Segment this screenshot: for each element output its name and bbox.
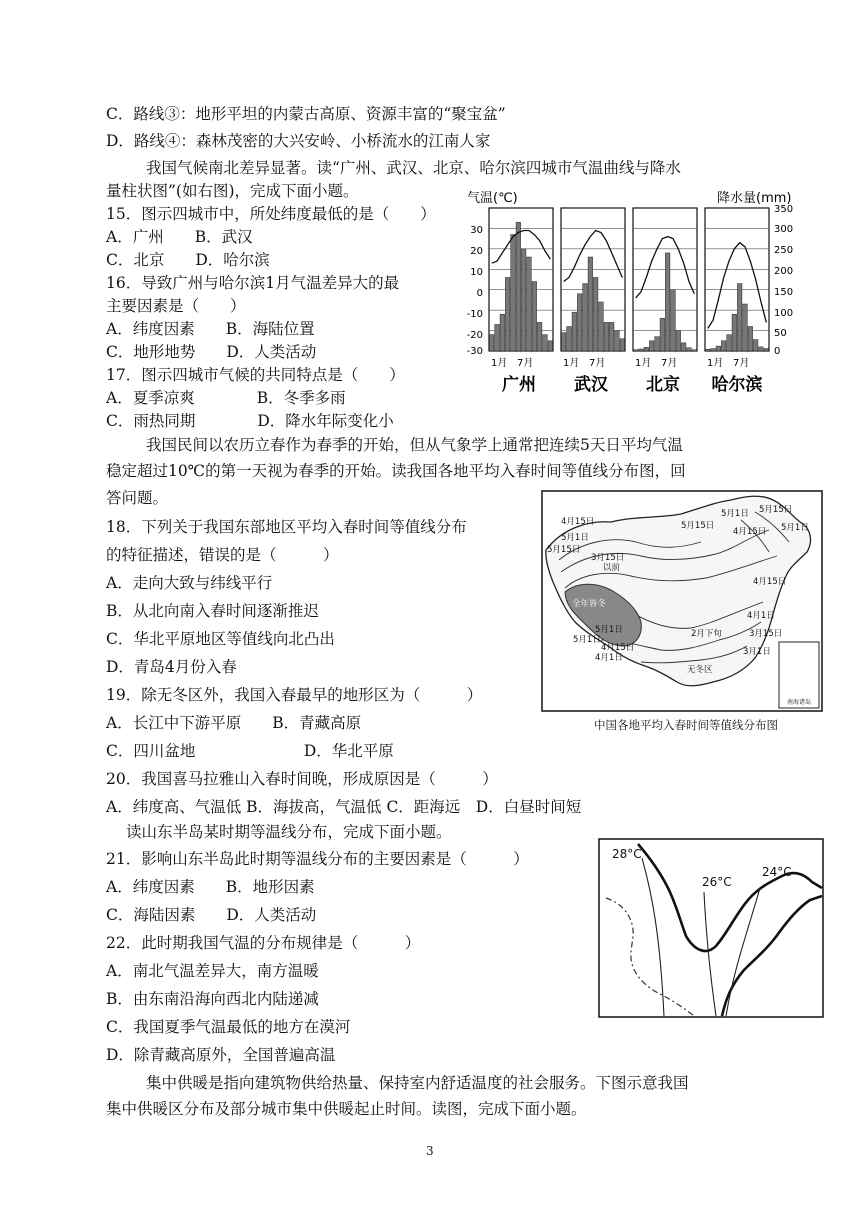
text-line: 的特征描述，错误的是（ ）: [106, 546, 339, 564]
precip-axis-label: 降水量(mm): [717, 191, 792, 206]
option-line: A．长江中下游平原 B．青藏高原: [106, 714, 362, 732]
question-15: 15．图示四城市中，所处纬度最低的是（ ）: [106, 205, 436, 223]
precip-bar: [537, 322, 542, 351]
option-line: C．我国夏季气温最低的地方在漠河: [106, 1018, 351, 1036]
precip-bar: [649, 341, 654, 351]
right-tick: 200: [774, 266, 794, 277]
isotherm-label: 28°C: [612, 847, 642, 861]
precip-bar: [748, 326, 753, 351]
precip-bar: [655, 337, 660, 351]
text-line: 我国气候南北差异显著。读“广州、武汉、北京、哈尔滨四城市气温曲线与降水: [146, 159, 681, 177]
option-line: D．青岛4月份入春: [106, 658, 237, 676]
map-label: 4月15日: [733, 527, 767, 537]
city-label: 哈尔滨: [711, 375, 763, 395]
option-line: B．从北向南入春时间逐渐推迟: [106, 602, 319, 620]
x-tick-jan: 1月: [491, 358, 508, 369]
x-tick-jan: 1月: [563, 358, 580, 369]
map-label: 以前: [603, 563, 621, 573]
precip-bar: [548, 341, 553, 351]
precip-bar: [511, 235, 516, 351]
precip-bar: [593, 277, 598, 351]
right-tick: 0: [774, 346, 781, 357]
precip-bar: [543, 335, 548, 351]
precip-bar: [753, 340, 758, 351]
option-line: C．华北平原地区等值线向北凸出: [106, 630, 335, 648]
right-tick: 100: [774, 308, 794, 319]
left-tick-labels: [467, 225, 483, 357]
option-line: C．海陆因素 D．人类活动: [106, 906, 317, 924]
precip-bar: [687, 348, 692, 351]
map-label: 3月15日: [749, 629, 783, 639]
city-label: 武汉: [574, 375, 608, 395]
precip-bar: [516, 222, 521, 351]
map-label: 4月1日: [747, 611, 775, 621]
precip-bar: [644, 347, 649, 351]
text-line: 答问题。: [106, 489, 169, 507]
spring-onset-map: [541, 490, 823, 712]
text-line: 集中供暖是指向建筑物供给热量、保持室内舒适温度的社会服务。下图示意我国: [146, 1074, 689, 1092]
map-label: 5月1日: [595, 625, 623, 635]
option-line: A．纬度因素 B．地形因素: [106, 878, 315, 896]
map-label: 5月1日: [781, 523, 809, 533]
precip-bar: [495, 324, 500, 351]
x-tick-jul: 7月: [589, 358, 606, 369]
left-tick: 30: [470, 225, 483, 236]
map-label: 全年皆冬: [572, 599, 607, 609]
question-16: 16．导致广州与哈尔滨1月气温差异大的最: [106, 274, 400, 292]
x-tick-jan: 1月: [707, 358, 724, 369]
right-tick: 300: [774, 224, 794, 235]
precip-bar: [588, 257, 593, 351]
precip-bar: [721, 341, 726, 351]
map-label: 5月15日: [547, 545, 581, 555]
precip-bar: [583, 284, 588, 351]
x-tick-jul: 7月: [517, 358, 534, 369]
precip-bar: [676, 331, 681, 351]
precip-bar: [609, 322, 614, 351]
city-panel-frame: [633, 208, 697, 351]
precip-bar: [615, 331, 620, 351]
precip-bar: [660, 318, 665, 351]
city-label: 北京: [646, 375, 680, 395]
option-line: A．走向大致与纬线平行: [106, 574, 273, 592]
question-17: 17．图示四城市气候的共同特点是（ ）: [106, 366, 405, 384]
city-label: 广州: [502, 375, 536, 395]
precip-bar: [572, 312, 577, 351]
precip-bar: [737, 284, 742, 351]
right-tick: 50: [774, 328, 787, 339]
left-tick: -10: [466, 309, 483, 320]
page-number: 3: [426, 1144, 434, 1158]
precip-bar: [716, 346, 721, 351]
precip-bar: [764, 349, 769, 351]
precip-bar: [665, 253, 670, 351]
text-line: 我国民间以农历立春作为春季的开始，但从气象学上通常把连续5天日平均气温: [146, 436, 683, 454]
x-tick-jan: 1月: [635, 358, 652, 369]
map-label: 5月15日: [759, 505, 793, 515]
x-tick-jul: 7月: [661, 358, 678, 369]
option-line: B．由东南沿海向西北内陆递减: [106, 990, 319, 1008]
spring-map-caption: 中国各地平均入春时间等值线分布图: [594, 718, 778, 732]
map-label: 3月15日: [591, 553, 625, 563]
map-label: 5月1日: [721, 509, 749, 519]
right-tick: 250: [774, 245, 794, 256]
text-line: 读山东半岛某时期等温线分布，完成下面小题。: [126, 823, 452, 841]
precip-bar: [727, 335, 732, 351]
option-line: A．纬度高、气温低 B．海拔高，气温低 C．距海远 D．白昼时间短: [106, 798, 582, 816]
precip-bar: [620, 339, 625, 351]
option-line: A．广州 B．武汉: [106, 228, 253, 246]
city-labels: [502, 374, 763, 395]
option-line: C．地形地势 D．人类活动: [106, 343, 317, 361]
isotherm-label: 24°C: [762, 865, 792, 879]
precip-bar: [577, 294, 582, 351]
left-tick: 20: [470, 246, 483, 257]
left-tick: 0: [476, 288, 483, 299]
precip-bar: [567, 326, 572, 351]
map-label: 5月1日: [561, 533, 589, 543]
question-22: 22．此时期我国气温的分布规律是（ ）: [106, 934, 421, 952]
right-tick: 150: [774, 287, 794, 298]
right-tick: 350: [774, 204, 794, 215]
precip-bar: [561, 333, 566, 351]
precip-bar: [532, 282, 537, 351]
option-line: C．北京 D．哈尔滨: [106, 251, 270, 269]
precip-bar: [599, 302, 604, 351]
text-line: D．路线④：森林茂密的大兴安岭、小桥流水的江南人家: [106, 132, 491, 150]
map-label: 南海诸岛: [787, 699, 812, 706]
precip-bar: [527, 257, 532, 351]
option-line: A．夏季凉爽 B．冬季多雨: [106, 389, 346, 407]
city-panels: [489, 208, 769, 351]
precip-bar: [633, 350, 638, 351]
precip-bar: [711, 349, 716, 351]
text-line: 稳定超过10℃的第一天视为春季的开始。读我国各地平均入春时间等值线分布图，回: [106, 462, 686, 480]
map-label: 5月1日: [573, 635, 601, 645]
precip-bar: [692, 350, 697, 351]
map-label: 4月15日: [753, 577, 787, 587]
map-label: 4月15日: [561, 517, 595, 527]
precip-bar: [505, 277, 510, 351]
left-tick: -20: [466, 330, 483, 341]
map-label: 3月1日: [743, 647, 771, 657]
temp-axis-label: 气温(℃): [467, 191, 518, 206]
precip-bar: [743, 304, 748, 351]
map-label: 4月1日: [595, 653, 623, 663]
map-label: 4月15日: [601, 643, 635, 653]
x-tick-labels: [491, 357, 749, 369]
x-tick-jul: 7月: [733, 358, 750, 369]
precip-bar: [521, 249, 526, 351]
map-label: 无冬区: [687, 665, 713, 675]
left-tick: -30: [466, 346, 483, 357]
precip-bar: [759, 347, 764, 351]
option-line: A．纬度因素 B．海陆位置: [106, 320, 315, 338]
precip-bar: [681, 343, 686, 351]
precip-bar: [500, 314, 505, 351]
climate-chart-figure: [455, 186, 810, 398]
precip-bar: [671, 290, 676, 351]
option-line: C．雨热同期 D．降水年际变化小: [106, 412, 394, 430]
precip-bar: [639, 349, 644, 351]
question-21: 21．影响山东半岛此时期等温线分布的主要因素是（ ）: [106, 850, 529, 868]
text-line: 量柱状图”(如右图)，完成下面小题。: [106, 182, 359, 200]
option-line: A．南北气温差异大，南方温暖: [106, 962, 319, 980]
isotherm-map: [598, 838, 824, 1018]
question-19: 19．除无冬区外，我国入春最早的地形区为（ ）: [106, 686, 483, 704]
option-line: C．四川盆地 D．华北平原: [106, 742, 394, 760]
question-20: 20．我国喜马拉雅山入春时间晚，形成原因是（ ）: [106, 770, 498, 788]
precip-bar: [732, 314, 737, 351]
right-tick-labels: [774, 204, 793, 357]
left-tick: 10: [470, 267, 483, 278]
option-line: D．除青藏高原外，全国普遍高温: [106, 1046, 336, 1064]
precip-bar: [705, 349, 710, 351]
text-line: C．路线③：地形平坦的内蒙古高原、资源丰富的“聚宝盆”: [106, 105, 506, 123]
map-label: 5月15日: [681, 521, 715, 531]
question-18: 18．下列关于我国东部地区平均入春时间等值线分布: [106, 518, 467, 536]
text-line: 集中供暖区分布及部分城市集中供暖起止时间。读图，完成下面小题。: [106, 1100, 587, 1118]
text-line: 主要因素是（ ）: [106, 297, 246, 315]
precip-bar: [489, 335, 494, 351]
precip-bar: [604, 322, 609, 351]
isotherm-label: 26°C: [702, 875, 732, 889]
map-label: 2月下旬: [691, 629, 722, 639]
city-panel-frame: [705, 208, 769, 351]
